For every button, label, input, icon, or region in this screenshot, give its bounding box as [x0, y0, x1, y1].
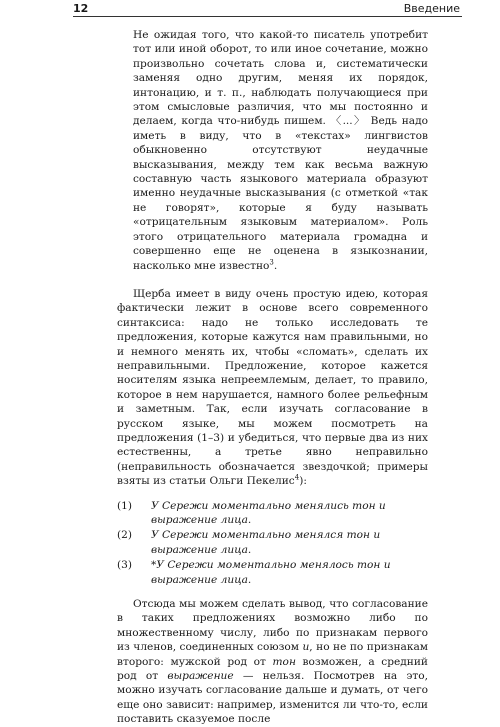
- footnote-ref-3[interactable]: 3: [269, 257, 274, 266]
- emphasis-vyrazhenie: выражение: [167, 670, 234, 683]
- quote-paragraph: [133, 28, 428, 273]
- quote-text: Не ожидая того, что какой-то писатель употребит тот или иной оборот, то или иное сочетание, можно произвольно сочетать слова и, систематически заменяя одно другим, меняя их порядок, интонацию, и т. п., наблюдать получающиеся при этом смысловые различия, что мы постоянно и делаем, когда что-нибудь пишем. 〈...〉 Ведь надо иметь в виду, что в «текстах» лингвистов обыкновенно отсутствуют неудачные высказывания, между тем как весьма важную составную часть языкового материала образуют именно неудачные высказывания (с отметкой «так не говорят», которые я буду называть «отрицательным языковым материалом». Роль этого отрицательного материала громадна и совершенно еще не оценена в языкознании, насколько мне известно: [133, 29, 428, 272]
- example-item: [117, 558, 428, 587]
- example-number: (3): [117, 559, 133, 572]
- body-paragraph-1: [117, 287, 428, 489]
- quote-end: .: [273, 259, 278, 272]
- emphasis-i: и: [302, 641, 310, 654]
- block-quote: [133, 28, 428, 273]
- example-sentence: У Сережи моментально менялся тон и выражение лица.: [151, 529, 381, 556]
- page-number: 12: [73, 2, 89, 15]
- page-body: [117, 28, 428, 727]
- footnote-ref-4[interactable]: 4: [294, 473, 300, 482]
- example-item: [117, 499, 428, 528]
- emphasis-ton: тон: [272, 655, 296, 668]
- body-paragraph-2: [117, 597, 428, 727]
- example-sentence: У Сережи моментально менялись тон и выражение лица.: [151, 499, 386, 526]
- page-header: [0, 0, 500, 18]
- paragraph-2-part-1: Отсюда мы можем сделать вывод, что согласование в таких предложениях возможно либо по множественному числу, либо по признакам первого из членов, соединенных союзом: [117, 598, 428, 654]
- example-list: [117, 499, 428, 587]
- example-item: [117, 528, 428, 557]
- paragraph-2-part-4: — нельзя. Посмотрев на это, можно изучать согласование дальше и думать, от чего еще оно зависит: например, изменится ли что-то, если поставить сказуемое после: [117, 670, 428, 726]
- example-number: (2): [117, 529, 133, 542]
- example-number: (1): [117, 499, 133, 512]
- paragraph-1-text: Щерба имеет в виду очень простую идею, которая фактически лежит в основе всего современного синтаксиса: надо не только исследовать те предложения, которые кажутся нам правильными, но и немного менять их, чтобы «сломать», сделать их неправильными. Предложение, которое кажется носителям языка непреемлемым, делает, то правило, которое в нем нарушается, намного более рельефным и заметным. Так, если изучать согласование в русском языке, мы можем посмотреть на предложения (1–3) и убедиться, что первые два из них естественны, а третье явно неправильно (неправильность обозначается звездочкой; примеры взяты из статьи Ольги Пекелис: [117, 287, 428, 488]
- paragraph-1-end: ):: [299, 475, 307, 488]
- paragraph-2-part-2: , но не по признакам второго: мужской род от: [117, 641, 428, 668]
- running-section-title: Введение: [403, 2, 460, 15]
- header-rule: [73, 16, 462, 17]
- example-sentence: *У Сережи моментально менялось тон и выражение лица.: [151, 559, 391, 586]
- paragraph-2-part-3: возможен, а средний род от: [117, 655, 428, 683]
